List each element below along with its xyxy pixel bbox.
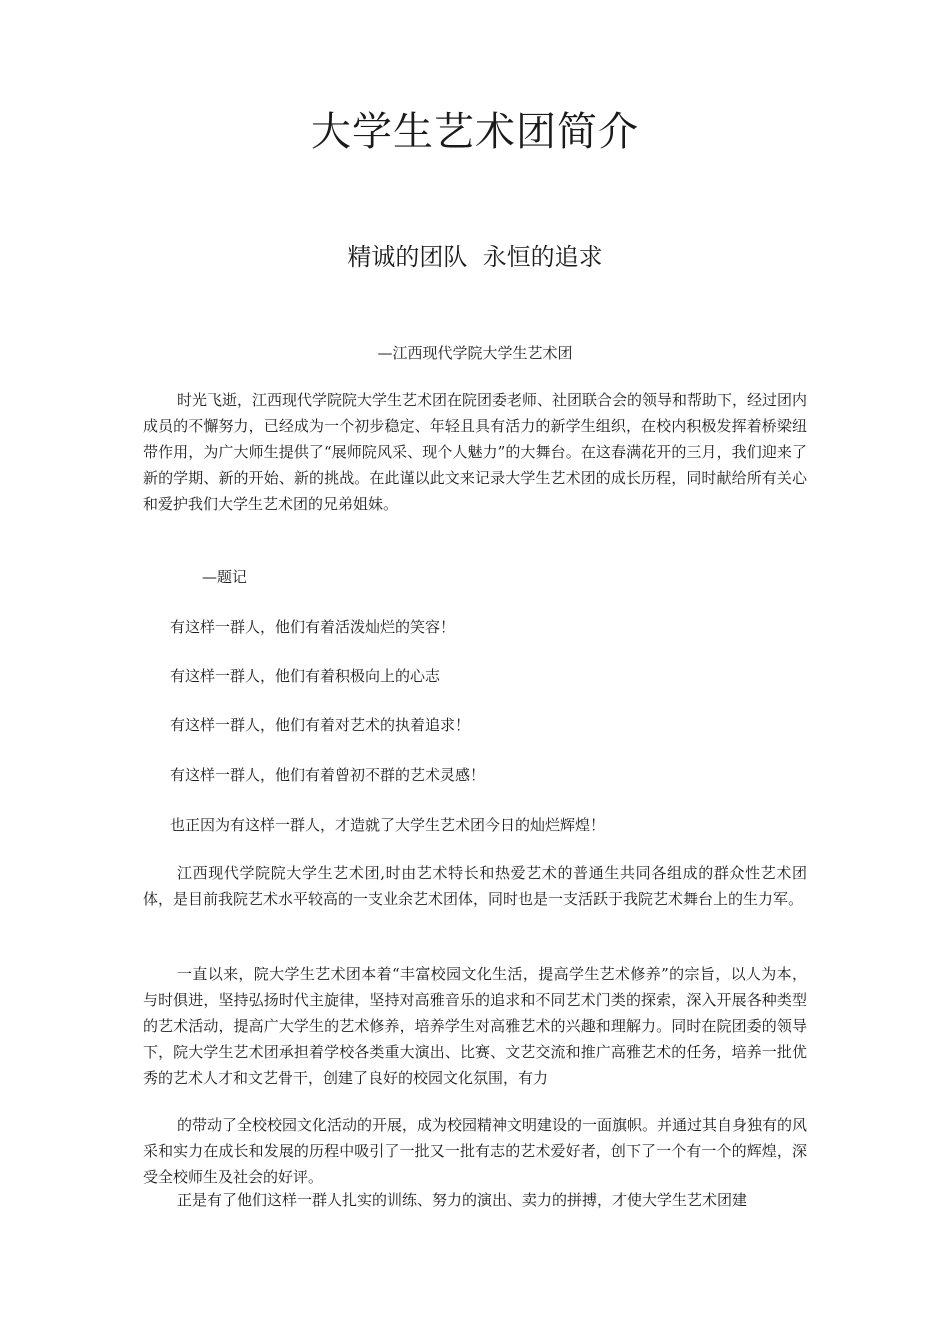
body-paragraph: 正是有了他们这样一群人扎实的训练、努力的演出、卖力的拼搏，才使大学生艺术团建 — [177, 1191, 748, 1209]
poem-line: 有这样一群人，他们有着积极向上的心志 — [170, 667, 441, 685]
poem-line: 也正因为有这样一群人，才造就了大学生艺术团今日的灿烂辉煌！ — [170, 816, 606, 834]
poem-line: 有这样一群人，他们有着曾初不群的艺术灵感！ — [170, 766, 486, 784]
intro-paragraph: 时光飞逝，江西现代学院院大学生艺术团在院团委老师、社团联合会的领导和帮助下，经过团内成员的不懈努力，已经成为一个初步稳定、年轻且具有活力的新学生组织，在校内积极发挥着桥梁纽带作用，为广大师生提供了“展师院风采、现个人魅力”的大舞台。在这春满花开的三月，我们迎来了新的学期、新的开始、新的挑战。在此谨以此文来记录大学生艺术团的成长历程，同时献给所有关心和爱护我们大学生艺术团的兄弟姐妹。 — [143, 391, 808, 513]
byline: —江西现代学院大学生艺术团 — [377, 344, 573, 362]
body-paragraph: 江西现代学院院大学生艺术团,时由艺术特长和热爱艺术的普通生共同各组成的群众性艺术团体，是目前我院艺术水平较高的一支业余艺术团体，同时也是一支活跃于我院艺术舞台上的生力军。 — [143, 864, 807, 908]
body-paragraph: 的带动了全校校园文化活动的开展，成为校园精神文明建设的一面旗帜。并通过其自身独有的风采和实力在成长和发展的历程中吸引了一批又一批有志的艺术爱好者，创下了一个有一个的辉煌，深受全校师生及社会的好评。 — [143, 1116, 808, 1186]
body-paragraph: 一直以来，院大学生艺术团本着“丰富校园文化生活，提高学生艺术修养”的宗旨，以人为本，与时俱进，坚持弘扬时代主旋律，坚持对高雅音乐的追求和不同艺术门类的探索，深入开展各种类型的艺术活动，提高广大学生的艺术修养，培养学生对高雅艺术的兴趣和理解力。同时在院团委的领导下，院大学生艺术团承担着学校各类重大演出、比赛、文艺交流和推广高雅艺术的任务，培养一批优秀的艺术人才和文艺骨干，创建了良好的校园文化氛围，有力 — [143, 965, 807, 1087]
poem-line: 有这样一群人，他们有着对艺术的执着追求！ — [170, 716, 471, 734]
epigraph-note: —题记 — [202, 568, 248, 586]
poem-line: 有这样一群人，他们有着活泼灿烂的笑容！ — [170, 618, 456, 636]
page-subtitle: 精诚的团队 永恒的追求 — [347, 243, 603, 271]
page-title: 大学生艺术团简介 — [311, 109, 639, 155]
